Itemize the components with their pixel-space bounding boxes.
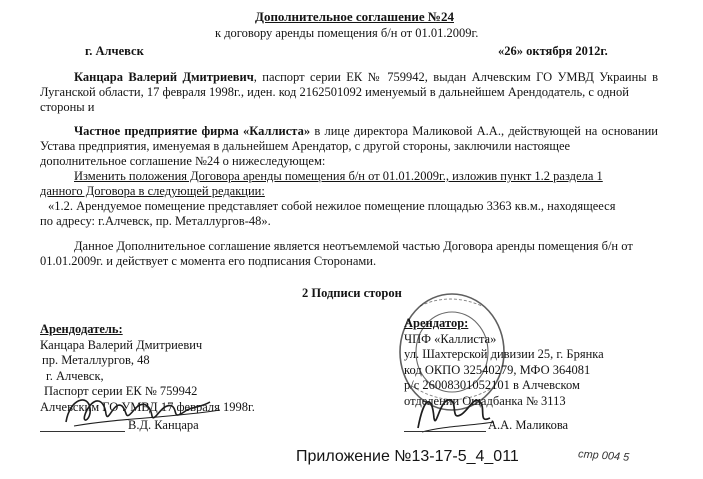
clause-change-text: Изменить положения Договора аренды помещения б/н от 01.01.2009г., изложив пункт 1.2 раздела 1 <box>74 169 603 183</box>
validity-end: 01.01.2009г. и действует с момента его подписания Сторонами. <box>40 254 377 268</box>
document-title: Дополнительное соглашение №24 <box>255 9 454 24</box>
tenant-line: ул. Шахтерской дивизии 25, г. Брянка <box>404 347 604 361</box>
tenant-line: отделении Ощадбанка № 3113 <box>404 393 566 408</box>
landlord-details: , паспорт серии ЕК № 759942, выдан Алчевским ГО УМВД Украины в Луганской области, 17 февраля 1998г., иден. код 2162501092 именуемый в дальнейшем Арендодатель, с одной <box>40 70 658 99</box>
tenant-signature-line <box>404 431 486 432</box>
tenant-line: р/с 26008301052101 в Алчевском <box>404 378 580 392</box>
landlord-label: Арендодатель: <box>40 322 123 336</box>
clause-text-end: по адресу: г.Алчевск, пр. Металлургов-48». <box>40 214 271 228</box>
document-subtitle: к договору аренды помещения б/н от 01.01.2009г. <box>215 26 479 40</box>
clause-text: «1.2. Арендуемое помещение представляет собой нежилое помещение площадью 3363 кв.м., находящееся <box>48 199 616 213</box>
landlord-signer-name: В.Д. Канцара <box>128 418 199 432</box>
tenant-line: ЧПФ «Каллиста» <box>404 331 497 346</box>
tenant-line: код ОКПО 32540279, МФО 364081 <box>404 362 591 377</box>
landlord-line: г. Алчевск, <box>46 368 104 383</box>
paragraph-tenant <box>40 124 658 169</box>
paragraph-landlord <box>40 70 658 115</box>
landlord-name: Канцара Валерий Дмитриевич <box>74 70 254 84</box>
landlord-line: пр. Металлургов, 48 <box>42 353 150 367</box>
clause-change-end: данного Договора в следующей редакции: <box>40 184 265 198</box>
tenant-details-end: дополнительное соглашение №24 о нижеследующем: <box>40 154 326 168</box>
document-city: г. Алчевск <box>85 44 144 58</box>
landlord-signature-line <box>40 431 125 432</box>
tenant-label: Арендатор: <box>404 316 469 330</box>
paragraph-clause-change <box>40 169 658 199</box>
validity-text: Данное Дополнительное соглашение является неотъемлемой частью Договора аренды помещения б/н от <box>74 239 633 253</box>
document-date: «26» октября 2012г. <box>498 44 608 58</box>
tenant-signer-name: А.А. Маликова <box>488 418 569 432</box>
page-mark: стр 004 5 <box>577 448 630 464</box>
landlord-line: Паспорт серии ЕК № 759942 <box>44 384 198 398</box>
tenant-name: Частное предприятие фирма «Каллиста» <box>74 124 311 138</box>
appendix-label: Приложение №13-17-5_4_011 <box>296 448 519 465</box>
signatures-heading: 2 Подписи сторон <box>302 286 402 300</box>
tenant-details: в лице директора Маликовой А.А., действующей на основании Устава предприятия, именуемая в дальнейшем Арендатор, с другой стороны, заключили настоящее <box>40 124 658 153</box>
landlord-details-end: стороны и <box>40 100 95 114</box>
landlord-line: Канцара Валерий Дмитриевич <box>40 337 203 352</box>
paragraph-validity <box>40 239 658 269</box>
paragraph-clause-text <box>40 199 658 229</box>
landlord-line: Алчевским ГО УМВД 17 февраля 1998г. <box>40 399 255 414</box>
